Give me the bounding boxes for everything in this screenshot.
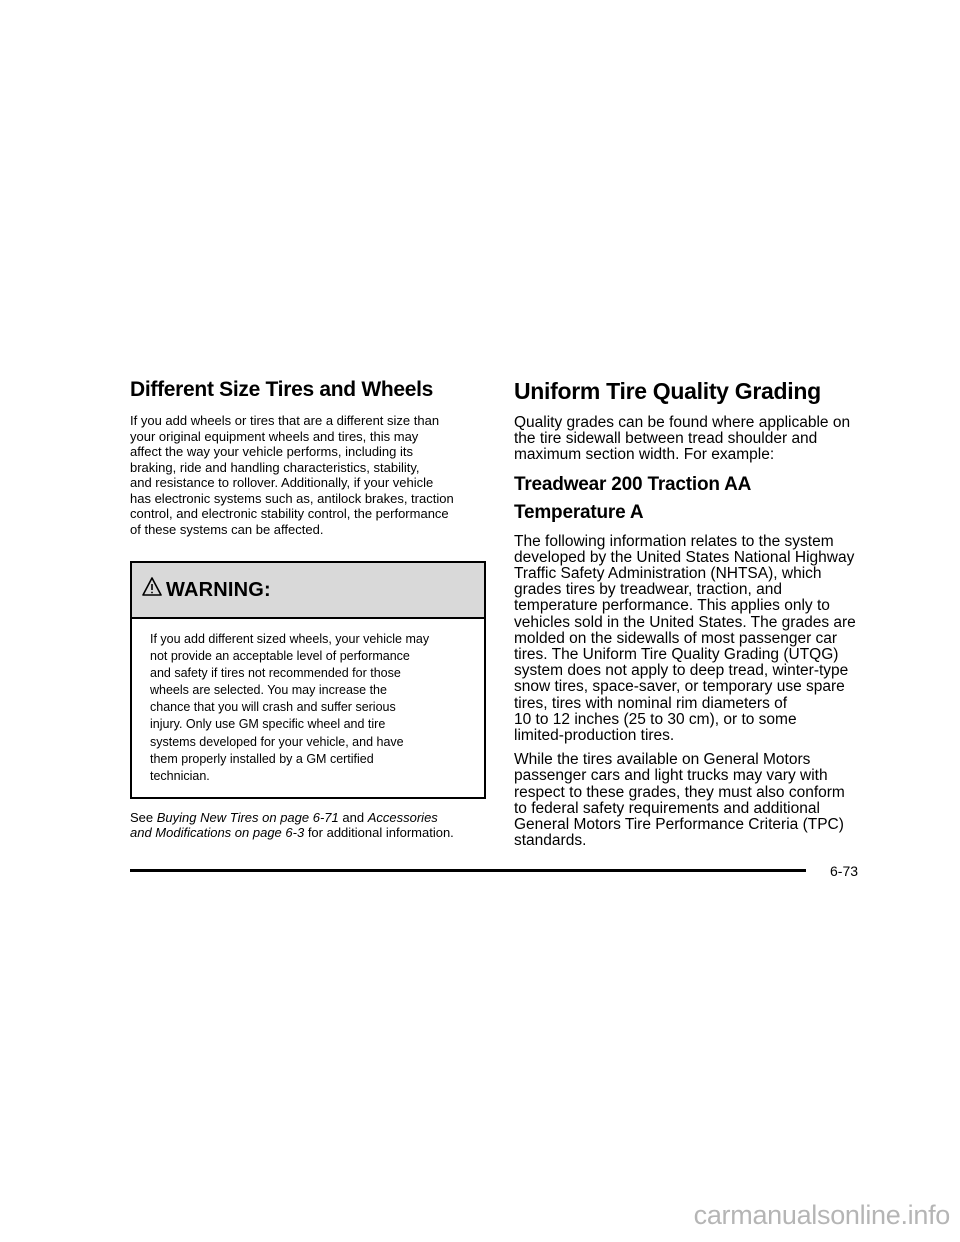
- text-line: and safety if tires not recommended for those: [150, 666, 401, 681]
- text-line: If you add different sized wheels, your vehicle may: [150, 632, 430, 646]
- text-line: control, and electronic stability control, the performance: [130, 506, 449, 521]
- text-line: them properly installed by a GM certified: [150, 751, 374, 766]
- text-line: tires, tires with nominal rim diameters of: [514, 694, 788, 712]
- footer-rule: [130, 869, 806, 872]
- warning-box: [130, 561, 486, 799]
- text-line: affect the way your vehicle performs, including its: [130, 444, 414, 459]
- text-line: has electronic systems such as, antilock brakes, traction: [130, 490, 454, 506]
- right-column: [514, 376, 864, 849]
- text-line: injury. Only use GM specific wheel and tire: [150, 717, 386, 732]
- text-line: snow tires, space-saver, or temporary use spare: [514, 678, 845, 696]
- text-line: systems developed for your vehicle, and have: [150, 734, 404, 749]
- text-line: and resistance to rollover. Additionally, if your vehicle: [130, 475, 434, 490]
- text-line: technician.: [150, 768, 210, 783]
- text-line: vehicles sold in the United States. The grades are: [514, 613, 856, 631]
- text-line: braking, ride and handling characteristics, stability,: [130, 459, 420, 475]
- text-line: your original equipment wheels and tires, this may: [130, 428, 419, 444]
- see-also-paragraph: [130, 810, 490, 841]
- text-line: the tire sidewall between tread shoulder and: [514, 430, 818, 448]
- text-line: chance that you will crash and suffer serious: [150, 700, 396, 715]
- link-accessories-cont[interactable]: and Modifications on page 6-3: [130, 825, 305, 841]
- text-line: maximum section width. For example:: [514, 446, 775, 464]
- left-column: [130, 376, 490, 841]
- text-line: Quality grades can be found where applicable on: [514, 414, 851, 431]
- link-buying-new-tires[interactable]: Buying New Tires on page 6-71: [156, 809, 339, 825]
- warning-header: [132, 563, 484, 619]
- text-line: to federal safety requirements and additional: [514, 799, 820, 817]
- text-line: The following information relates to the system: [514, 532, 834, 550]
- intro-paragraph: [514, 415, 864, 464]
- page-number: 6-73: [830, 863, 859, 879]
- text-line: and Modifications on page 6-3 for additional information.: [130, 825, 454, 841]
- text-line: grades tires by treadwear, traction, and: [514, 581, 782, 599]
- text-line: Traffic Safety Administration (NHTSA), which: [514, 565, 822, 583]
- text-line: respect to these grades, they must also conform: [514, 783, 845, 801]
- text-line: passenger cars and light trucks may vary with: [514, 767, 828, 785]
- text-line: of these systems can be affected.: [130, 521, 324, 537]
- text-line: molded on the sidewalls of most passenger car: [514, 629, 838, 647]
- watermark: carmanualsonline.info: [693, 1200, 950, 1230]
- text-line: wheels are selected. You may increase the: [150, 683, 387, 698]
- text-line: not provide an acceptable level of performance: [150, 649, 410, 664]
- text-line: While the tires available on General Motors: [514, 751, 811, 769]
- text-line: See Buying New Tires on page 6-71 and Accessories: [130, 809, 438, 825]
- gm-tpc-paragraph: [514, 752, 864, 849]
- text-line: standards.: [514, 832, 587, 850]
- section-title-different-size: Different Size Tires and Wheels: [130, 378, 434, 401]
- text-line: If you add wheels or tires that are a different size than: [130, 413, 440, 428]
- link-accessories[interactable]: Accessories: [367, 809, 438, 825]
- text-line: tires. The Uniform Tire Quality Grading (UTQG): [514, 646, 839, 664]
- text-line: developed by the United States National Highway: [514, 548, 855, 566]
- text-line: temperature performance. This applies only to: [514, 597, 830, 615]
- text-line: General Motors Tire Performance Criteria (TPC): [514, 816, 844, 834]
- section-title-utqg: Uniform Tire Quality Grading: [514, 378, 821, 404]
- warning-body: [132, 619, 484, 797]
- grade-example-heading: Treadwear 200 Traction AA Temperature A: [514, 473, 752, 523]
- warning-title: WARNING:: [166, 578, 271, 601]
- warning-triangle-icon: [142, 576, 162, 598]
- text-line: 10 to 12 inches (25 to 30 cm), or to some: [514, 710, 797, 728]
- utqg-paragraph: [514, 534, 864, 745]
- text-line: limited-production tires.: [514, 727, 675, 745]
- text-line: system does not apply to deep tread, winter-type: [514, 662, 849, 680]
- intro-paragraph: [130, 413, 490, 537]
